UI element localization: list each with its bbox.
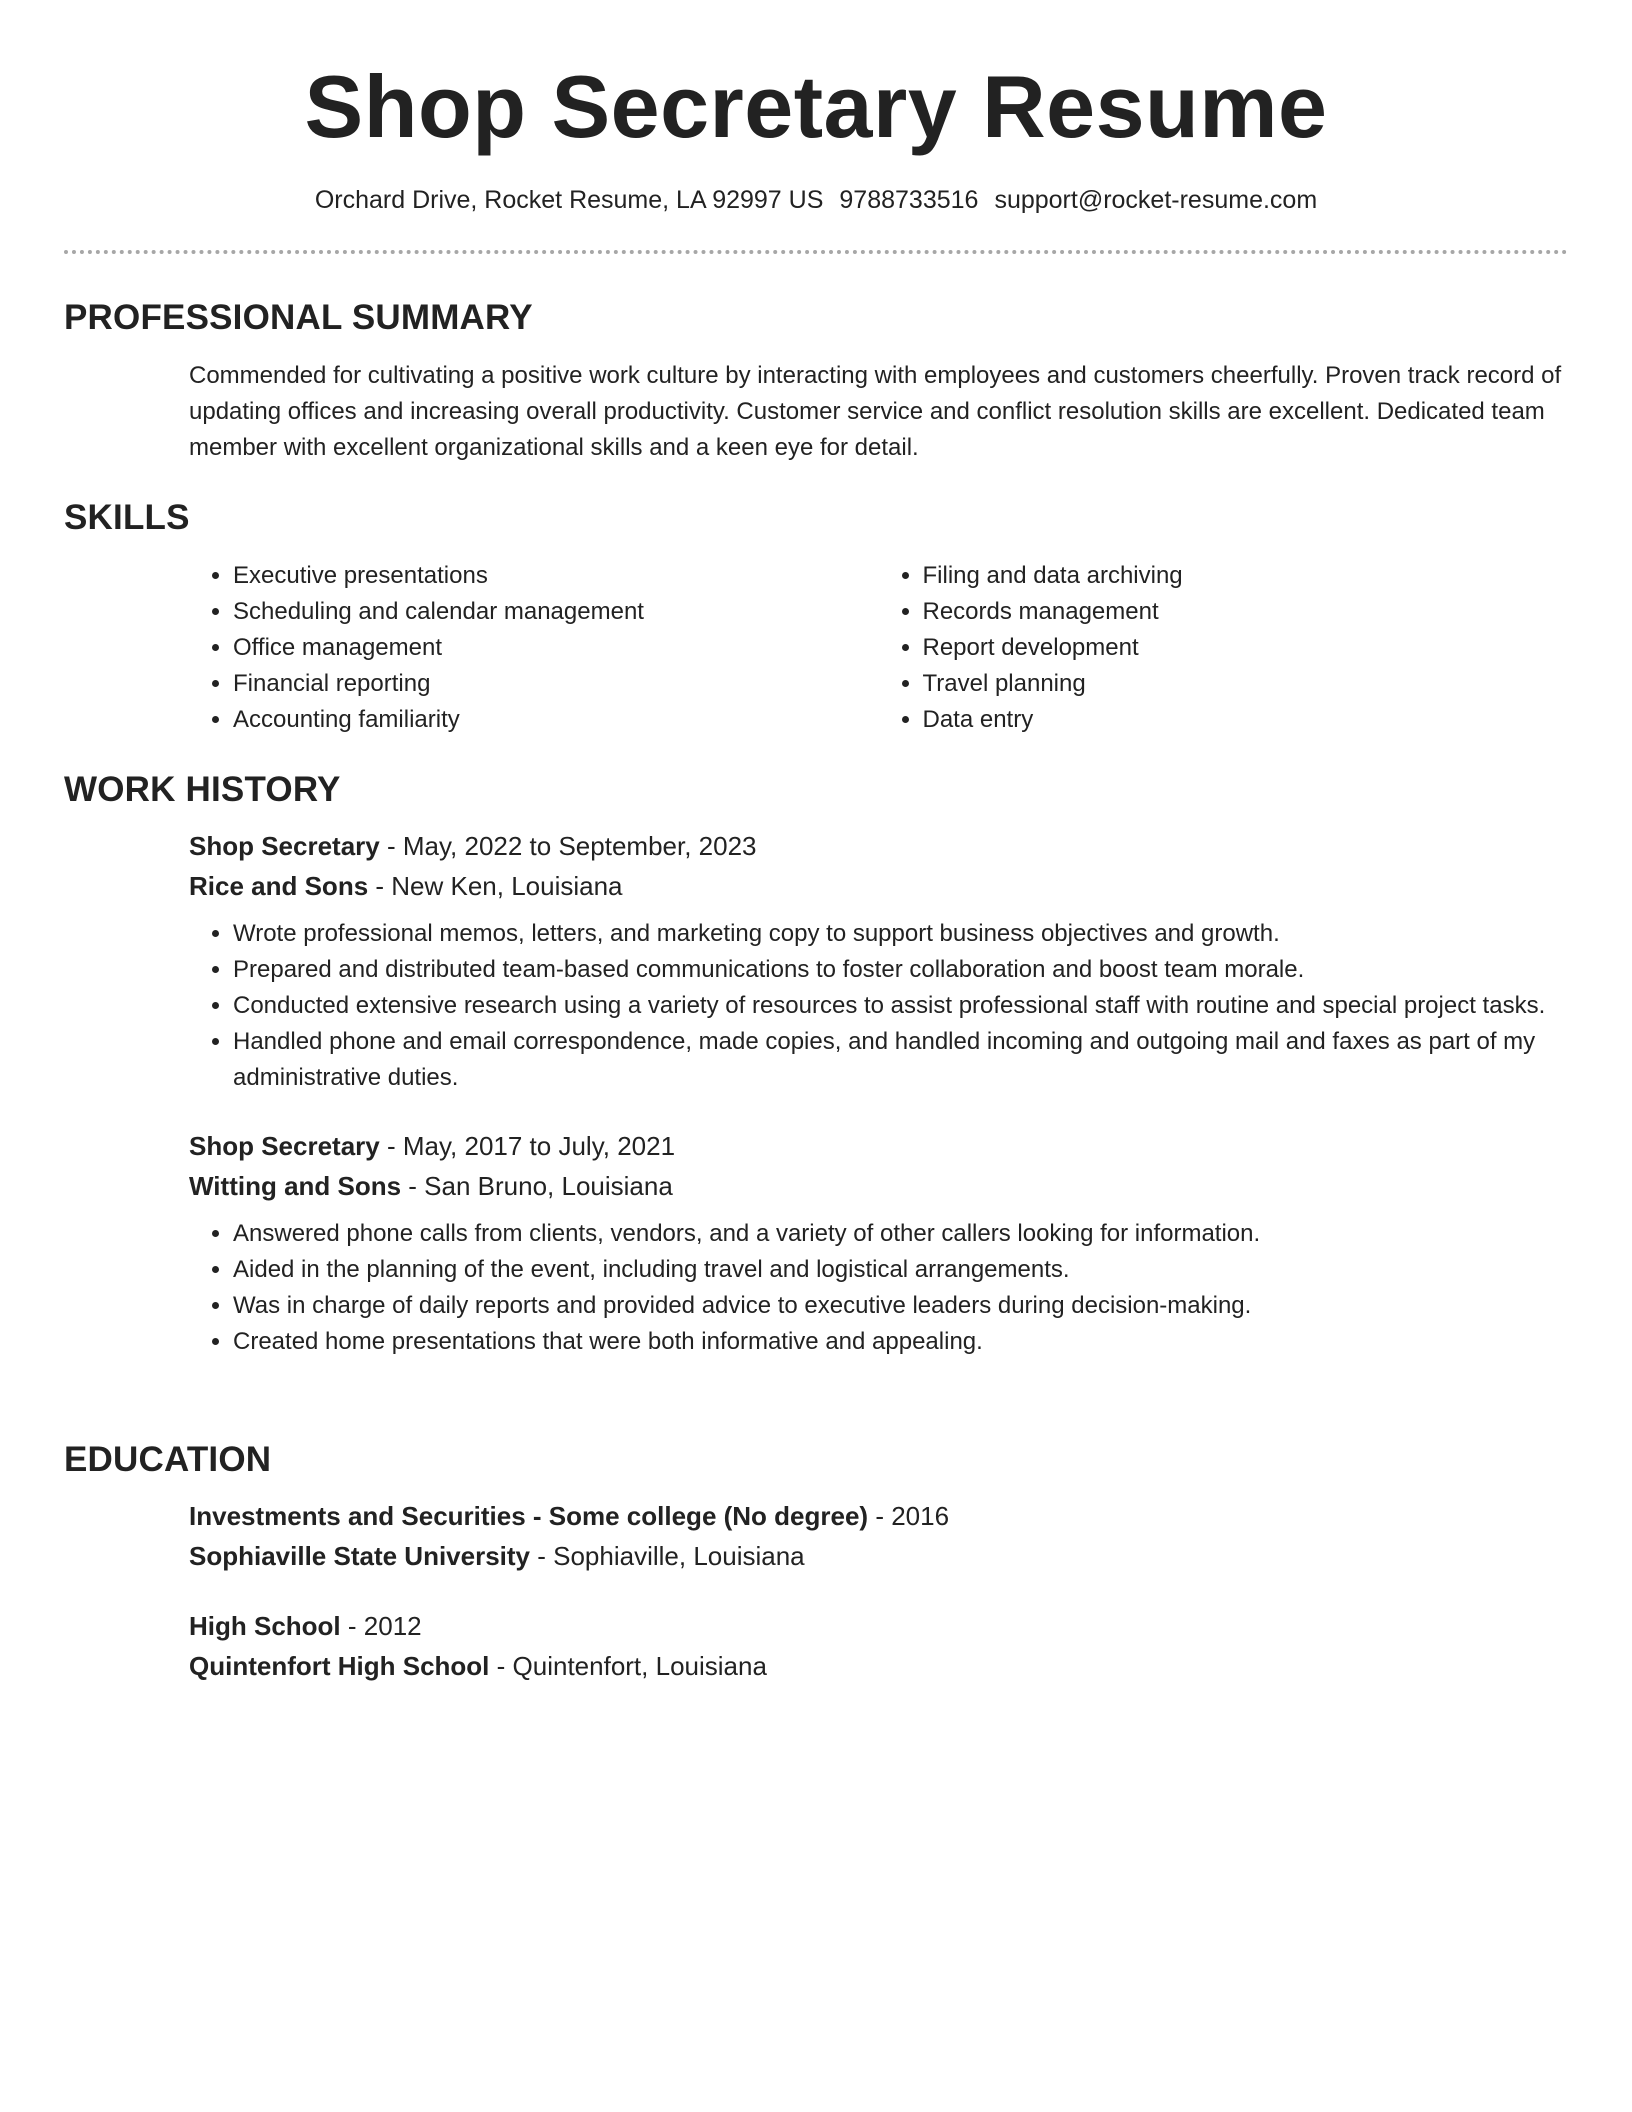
- job-company-line: [189, 866, 1568, 906]
- job-title-line: [189, 826, 1568, 866]
- education-heading: EDUCATION: [64, 1440, 272, 1479]
- job-title-line: [189, 1126, 1568, 1166]
- job-bullet: • Created home presentations that were both informative and appealing.: [233, 1324, 1568, 1360]
- skill-item: • Filing and data archiving: [923, 558, 1569, 594]
- skill-item: • Data entry: [923, 702, 1569, 738]
- skill-item: • Travel planning: [923, 666, 1569, 702]
- job-title: Shop Secretary: [189, 1131, 380, 1161]
- education-entry: [189, 1496, 1568, 1576]
- job-location: - San Bruno, Louisiana: [401, 1171, 673, 1201]
- education-entry: [189, 1606, 1568, 1686]
- job-company: Rice and Sons: [189, 871, 369, 901]
- job-bullet: • Answered phone calls from clients, vendors, and a variety of other callers looking for information.: [233, 1216, 1568, 1252]
- education-school-line: [189, 1646, 1568, 1686]
- job-bullet: • Was in charge of daily reports and provided advice to executive leaders during decision-making.: [233, 1288, 1568, 1324]
- job-bullets: [189, 1216, 1568, 1360]
- job-dates: - May, 2022 to September, 2023: [379, 831, 757, 861]
- job-bullets: [189, 916, 1568, 1096]
- education-degree-line: [189, 1606, 1568, 1646]
- skill-item: • Office management: [233, 630, 879, 666]
- contact-address: Orchard Drive, Rocket Resume, LA 92997 US: [314, 186, 824, 214]
- skills-section: [64, 496, 1568, 738]
- education-school: Quintenfort High School: [189, 1651, 490, 1681]
- education-section: [64, 1438, 1568, 1686]
- skills-list-right: [879, 558, 1569, 738]
- skill-item: • Accounting familiarity: [233, 702, 879, 738]
- work-history-section: [64, 768, 1568, 1360]
- skill-item: • Executive presentations: [233, 558, 879, 594]
- skills-columns: [189, 558, 1568, 738]
- education-degree: High School: [189, 1611, 341, 1641]
- education-school-line: [189, 1536, 1568, 1576]
- job-bullet: • Prepared and distributed team-based communications to foster collaboration and boost team morale.: [233, 952, 1568, 988]
- job-entry: [189, 1126, 1568, 1360]
- skill-item: • Records management: [923, 594, 1569, 630]
- job-entry: [189, 826, 1568, 1096]
- job-location: - New Ken, Louisiana: [368, 871, 623, 901]
- job-company-line: [189, 1166, 1568, 1206]
- education-degree-line: [189, 1496, 1568, 1536]
- contact-line: [0, 180, 1632, 220]
- skill-item: • Financial reporting: [233, 666, 879, 702]
- job-bullet: • Conducted extensive research using a variety of resources to assist professional staff with routine and special project tasks.: [233, 988, 1568, 1024]
- job-dates: - May, 2017 to July, 2021: [379, 1131, 676, 1161]
- job-bullet: • Wrote professional memos, letters, and marketing copy to support business objectives and growth.: [233, 916, 1568, 952]
- summary-section: [64, 296, 1568, 466]
- job-company: Witting and Sons: [189, 1171, 402, 1201]
- summary-heading: PROFESSIONAL SUMMARY: [64, 298, 533, 337]
- work-history-heading: WORK HISTORY: [64, 770, 341, 809]
- job-bullet: • Aided in the planning of the event, including travel and logistical arrangements.: [233, 1252, 1568, 1288]
- skill-item: • Scheduling and calendar management: [233, 594, 879, 630]
- contact-phone: 9788733516: [839, 186, 979, 214]
- job-title: Shop Secretary: [189, 831, 380, 861]
- education-school: Sophiaville State University: [189, 1541, 531, 1571]
- contact-email: support@rocket-resume.com: [994, 186, 1318, 214]
- summary-text: Commended for cultivating a positive work culture by interacting with employees and customers cheerfully. Proven track record of updating offices and increasing overall productivity. Customer service and conflict resolution skills are excellent. Dedicated team member with excellent organizational skills and a keen eye for detail.: [189, 362, 1562, 461]
- skills-list-left: [189, 558, 879, 738]
- education-year: - 2016: [868, 1501, 950, 1531]
- education-location: - Quintenfort, Louisiana: [489, 1651, 767, 1681]
- education-degree: Investments and Securities - Some college (No degree): [189, 1501, 869, 1531]
- header-divider: [64, 250, 1568, 254]
- education-year: - 2012: [340, 1611, 422, 1641]
- skill-item: • Report development: [923, 630, 1569, 666]
- education-location: - Sophiaville, Louisiana: [530, 1541, 805, 1571]
- resume-title: Shop Secretary Resume: [304, 57, 1328, 156]
- skills-heading: SKILLS: [64, 498, 190, 537]
- job-bullet: • Handled phone and email correspondence, made copies, and handled incoming and outgoing mail and faxes as part of my administrative duties.: [233, 1024, 1568, 1096]
